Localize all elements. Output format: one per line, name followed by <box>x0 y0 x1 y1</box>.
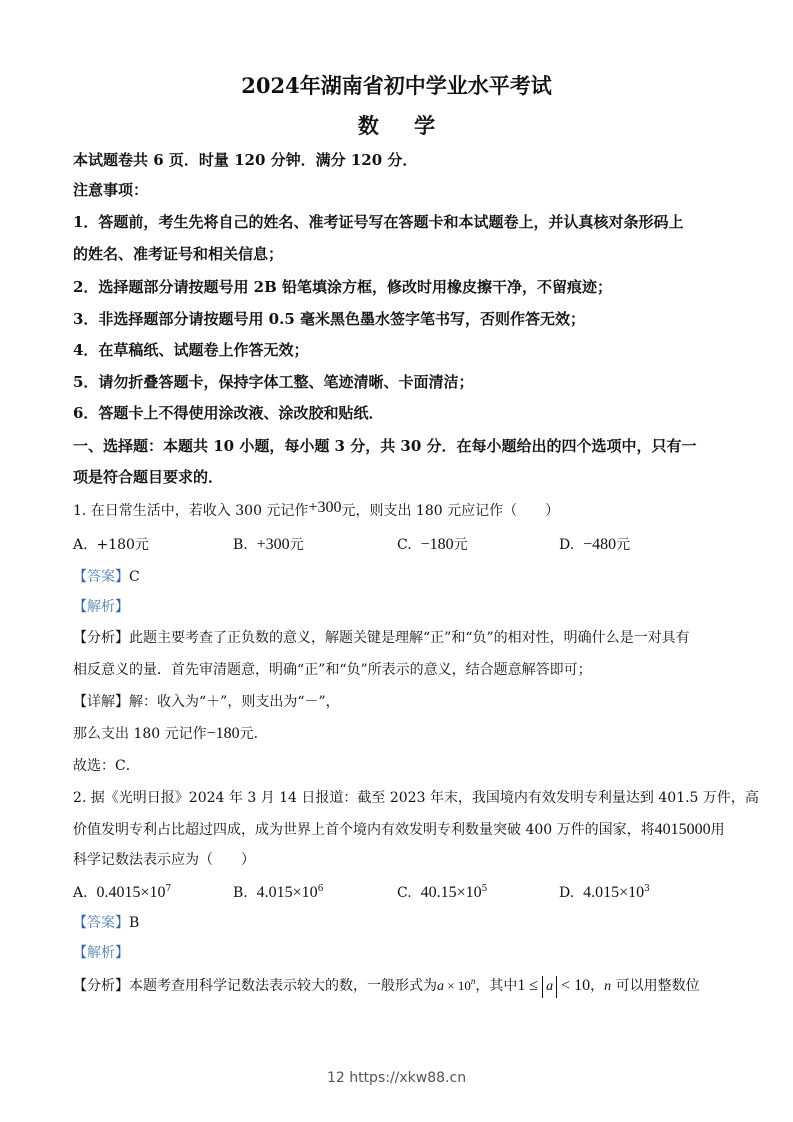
q2-answer <box>73 913 723 933</box>
section-heading-cont: 项是符合题目要求的． <box>73 468 224 486</box>
q1-stem-text: 1. 在日常生活中，若收入 300 元记作 <box>73 503 309 519</box>
q1-option-c: C. −180元 <box>397 536 468 553</box>
q2-option-d: D. $4.015\times 10^3$ <box>559 884 650 901</box>
q2-option-c: C. $40.15\times 10^5$ <box>397 884 488 901</box>
subject-title: 数 学 <box>357 113 450 138</box>
notice-item-6: 6．答题卡上不得使用涂改液、涂改胶和贴纸． <box>73 404 384 422</box>
exam-title: 2024年湖南省初中学业水平考试 <box>241 73 552 98</box>
q1-fenxi-cont: 相反意义的量．首先审清题意，明确“正”和“负”所表示的意义，结合题意解答即可； <box>73 662 592 678</box>
page-footer: 12 https://xkw88.cn <box>326 1070 467 1086</box>
q2-option-b: B. $4.015\times 10^6$ <box>233 884 324 901</box>
q1-answer <box>73 567 723 587</box>
question-2-stem: 2. 据《光明日报》2024 年 3 月 14 日报道：截至 2023 年末，我国境内有效发明专利量达到 401.5 万件，高 <box>73 790 759 806</box>
question-2-stem-end: 科学记数法表示应为（ ） <box>73 852 255 868</box>
question-2-stem-cont: 价值发明专利占比超过四成，成为世界上首个境内有效发明专利数量突破 400 万件的国家，将4015000用 <box>73 821 725 838</box>
section-heading: 一、选择题：本题共 10 小题，每小题 3 分，共 30 分．在每小题给出的四个选项中，只有一 <box>73 437 697 455</box>
q1-option-d: D. −480元 <box>559 536 631 553</box>
question-1-stem <box>73 501 723 521</box>
q1-answer-value: C <box>129 569 140 585</box>
exam-intro: 本试题卷共 6 页．时量 120 分钟．满分 120 分． <box>73 151 418 169</box>
q1-option-a: A. +180元 <box>73 537 149 553</box>
notice-item-5: 5．请勿折叠答题卡，保持字体工整、笔迹清晰、卡面清洁； <box>73 373 474 391</box>
analysis-tag: 【解析】 <box>73 945 129 961</box>
q2-fenxi: 【分析】本题考查用科学记数法表示较大的数，一般形式为$a \times 10^n$，其中1 ≤ a < 10，n 可以用整数位 <box>73 976 723 998</box>
notice-item-1-cont: 的姓名、准考证号和相关信息； <box>73 245 284 263</box>
q2-analysis-heading <box>73 943 723 963</box>
notice-heading: 注意事项： <box>73 181 149 199</box>
analysis-tag: 【解析】 <box>73 599 129 615</box>
q1-detail-cont: 那么支出 180 元记作−180元． <box>73 725 268 742</box>
q1-option-b: B. +300元 <box>233 536 304 553</box>
notice-item-2: 2．选择题部分请按题号用 2B 铅笔填涂方框，修改时用橡皮擦干净，不留痕迹； <box>73 278 613 296</box>
q2-option-a: A. $0.4015\times 10^7$ <box>73 884 172 901</box>
q1-fenxi: 【分析】此题主要考查了正负数的意义，解题关键是理解“正”和“负”的相对性，明确什么是一对具有 <box>73 630 690 646</box>
q1-detail: 【详解】解：收入为“＋”，则支出为“－”， <box>73 694 340 710</box>
notice-item-3: 3．非选择题部分请按题号用 0.5 毫米黑色墨水签字笔书写，否则作答无效； <box>73 310 585 328</box>
q1-choice: 故选：C． <box>73 758 140 774</box>
answer-tag: 【答案】 <box>73 569 129 585</box>
q1-analysis-heading <box>73 597 723 617</box>
notice-item-1: 1．答题前，考生先将自己的姓名、准考证号写在答题卡和本试题卷上，并认真核对条形码上 <box>73 213 684 231</box>
notice-item-4: 4．在草稿纸、试题卷上作答无效； <box>73 341 309 359</box>
answer-tag: 【答案】 <box>73 915 129 931</box>
q2-answer-value: B <box>129 915 140 931</box>
q1-stem-math: +300 <box>308 499 342 516</box>
q1-stem-text-post: 元，则支出 180 元应记作（ ） <box>341 503 560 519</box>
